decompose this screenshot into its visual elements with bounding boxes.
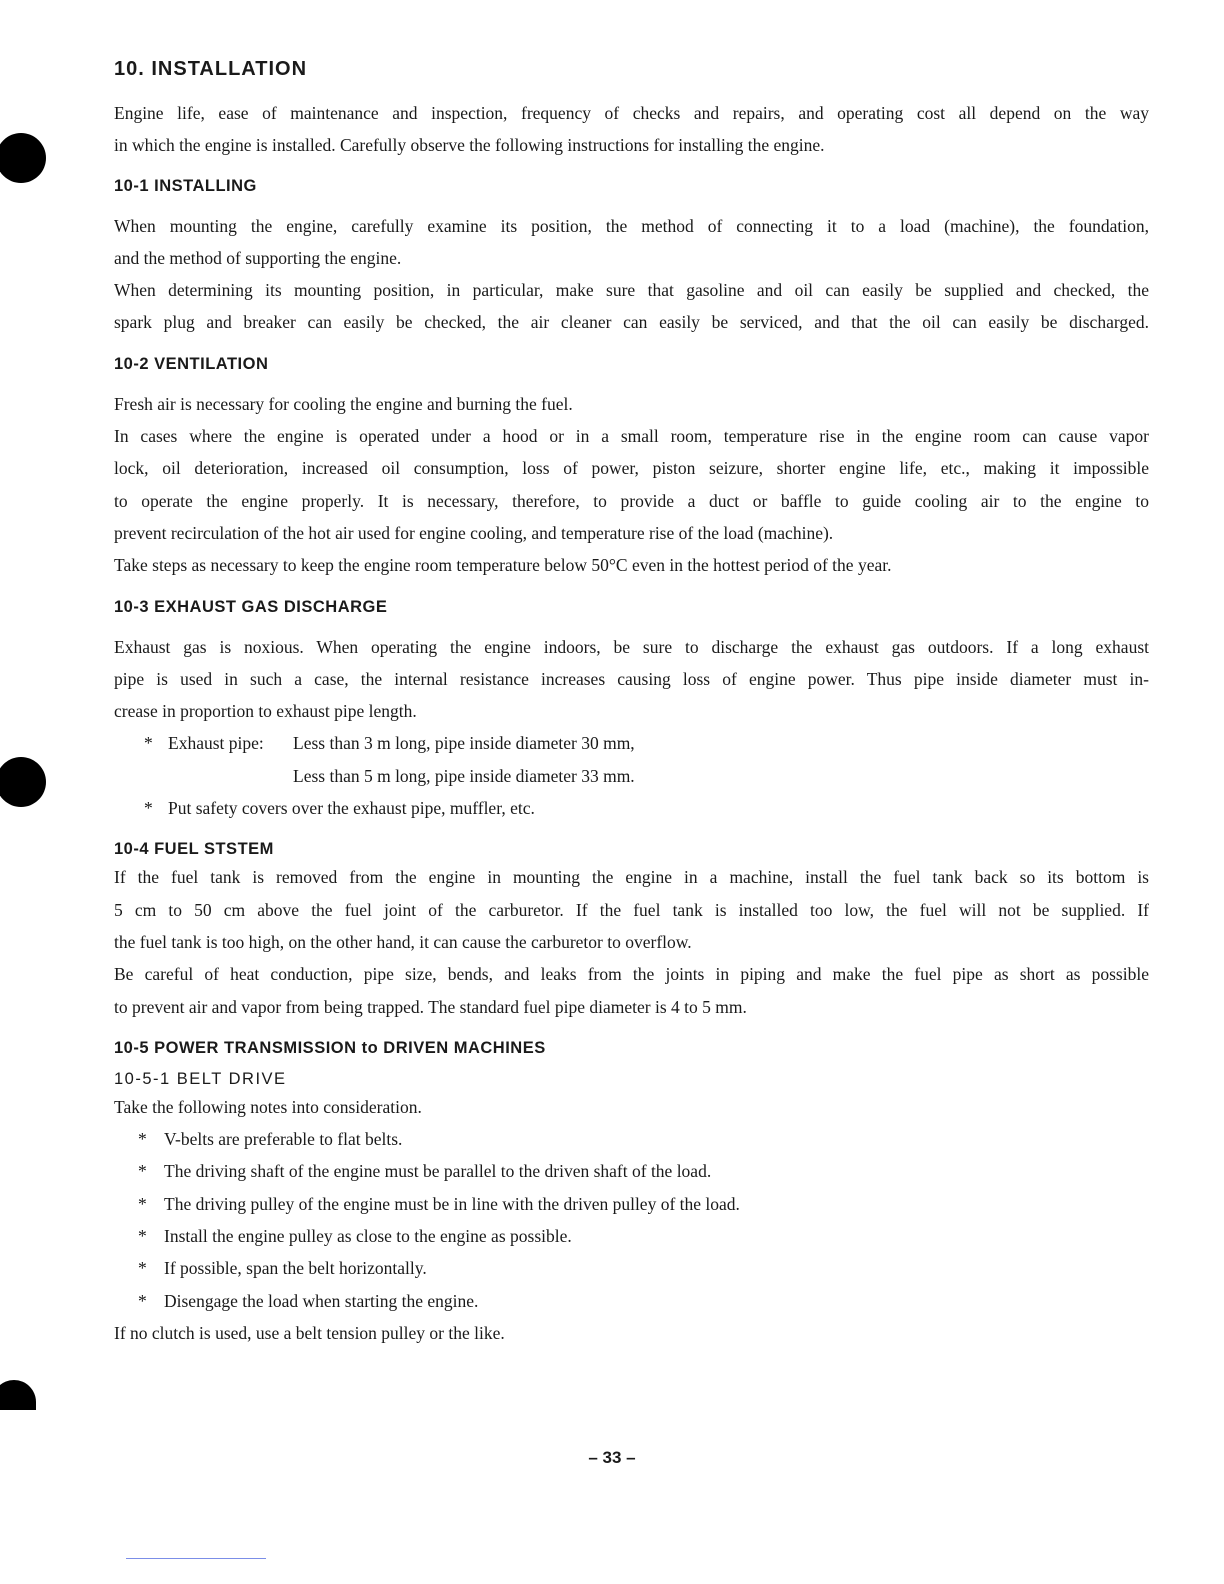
bullet-marker: * [138,1258,147,1279]
paragraph-line: the fuel tank is too high, on the other hand, it can cause the carburetor to overflow. [114,931,692,952]
page-title: 10. INSTALLATION [114,58,308,80]
section-heading-exhaust: 10-3 EXHAUST GAS DISCHARGE [114,597,388,616]
exhaust-pipe-spec-1: Less than 3 m long, pipe inside diameter 30 mm, [293,733,635,754]
footer-rule [126,1558,266,1559]
bullet-marker: * [144,798,153,819]
section-heading-power-transmission: 10-5 POWER TRANSMISSION to DRIVEN MACHINES [114,1038,546,1057]
paragraph-line: to operate the engine properly. It is necessary, therefore, to provide a duct or baffle to guide cooling air to the engine to [114,490,1149,511]
page-number: – 33 – [588,1448,636,1467]
paragraph-line: prevent recirculation of the hot air used for engine cooling, and temperature rise of the load (machine). [114,522,834,543]
section-heading-ventilation: 10-2 VENTILATION [114,354,269,373]
bullet-marker: * [144,733,153,754]
paragraph-line: spark plug and breaker can easily be checked, the air cleaner can easily be serviced, and that the oil can easily be discharged. [114,312,1149,333]
belt-drive-outro: If no clutch is used, use a belt tension pulley or the like. [114,1322,505,1343]
punch-hole [0,757,46,807]
exhaust-pipe-row [144,760,1149,792]
exhaust-pipe-spec-2: Less than 5 m long, pipe inside diameter 33 mm. [293,765,635,786]
list-item: * Disengage the load when starting the engine. [138,1285,1149,1317]
paragraph-line: Exhaust gas is noxious. When operating the engine indoors, be sure to discharge the exhaust gas outdoors. If a long exhaust [114,636,1149,657]
bullet-marker: * [138,1129,147,1150]
list-item: * Install the engine pulley as close to the engine as possible. [138,1220,1149,1252]
paragraph-line: If the fuel tank is removed from the engine in mounting the engine in a machine, install the fuel tank back so its bottom is [114,867,1149,888]
paragraph-line: crease in proportion to exhaust pipe length. [114,701,417,722]
paragraph-line: to prevent air and vapor from being trapped. The standard fuel pipe diameter is 4 to 5 mm. [114,996,747,1017]
intro-line: in which the engine is installed. Carefully observe the following instructions for installing the engine. [114,135,825,156]
belt-drive-notes [114,1123,1149,1317]
intro-line: Engine life, ease of maintenance and inspection, frequency of checks and repairs, and operating cost all depend on the way [114,103,1149,123]
exhaust-pipe-label: Exhaust pipe: [168,733,264,754]
exhaust-pipe-row [144,727,1149,759]
safety-cover-text: Put safety covers over the exhaust pipe, muffler, etc. [168,798,535,819]
paragraph-line: When mounting the engine, carefully examine its position, the method of connecting it to a load (machine), the foundation, [114,215,1149,236]
bullet-marker: * [138,1193,147,1214]
list-item: * If possible, span the belt horizontally. [138,1252,1149,1284]
paragraph-line: Fresh air is necessary for cooling the engine and burning the fuel. [114,393,573,414]
paragraph-line: In cases where the engine is operated under a hood or in a small room, temperature rise in the engine room can cause vapor [114,426,1149,447]
punch-hole [0,1380,36,1410]
paragraph-line: When determining its mounting position, in particular, make sure that gasoline and oil can easily be supplied and checked, the [114,280,1149,301]
exhaust-pipe-list [114,727,1149,824]
belt-drive-intro: Take the following notes into consideration. [114,1096,422,1117]
paragraph-line: Take steps as necessary to keep the engine room temperature below 50°C even in the hottest period of the year. [114,555,892,576]
section-heading-installing: 10-1 INSTALLING [114,176,257,195]
paragraph-line: Be careful of heat conduction, pipe size, bends, and leaks from the joints in piping and make the fuel pipe as short as possible [114,964,1149,985]
section-heading-fuel-system: 10-4 FUEL STSTEM [114,840,274,859]
punch-hole [0,133,46,183]
bullet-marker: * [138,1290,147,1311]
paragraph-line: pipe is used in such a case, the internal resistance increases causing loss of engine power. Thus pipe inside diameter must in- [114,668,1149,689]
safety-cover-note [144,792,1149,824]
paragraph-line: 5 cm to 50 cm above the fuel joint of the carburetor. If the fuel tank is installed too low, the fuel will not be supplied. If [114,899,1149,920]
list-item: * V-belts are preferable to flat belts. [138,1123,1149,1155]
paragraph-line: and the method of supporting the engine. [114,247,402,268]
list-item: * The driving pulley of the engine must be in line with the driven pulley of the load. [138,1188,1149,1220]
subsection-heading-belt-drive: 10-5-1 BELT DRIVE [114,1069,287,1088]
bullet-marker: * [138,1161,147,1182]
paragraph-line: lock, oil deterioration, increased oil consumption, loss of power, piston seizure, shorter engine life, etc., making it impossible [114,458,1149,479]
list-item: * The driving shaft of the engine must be parallel to the driven shaft of the load. [138,1155,1149,1187]
page-content [114,58,1149,1349]
bullet-marker: * [138,1226,147,1247]
